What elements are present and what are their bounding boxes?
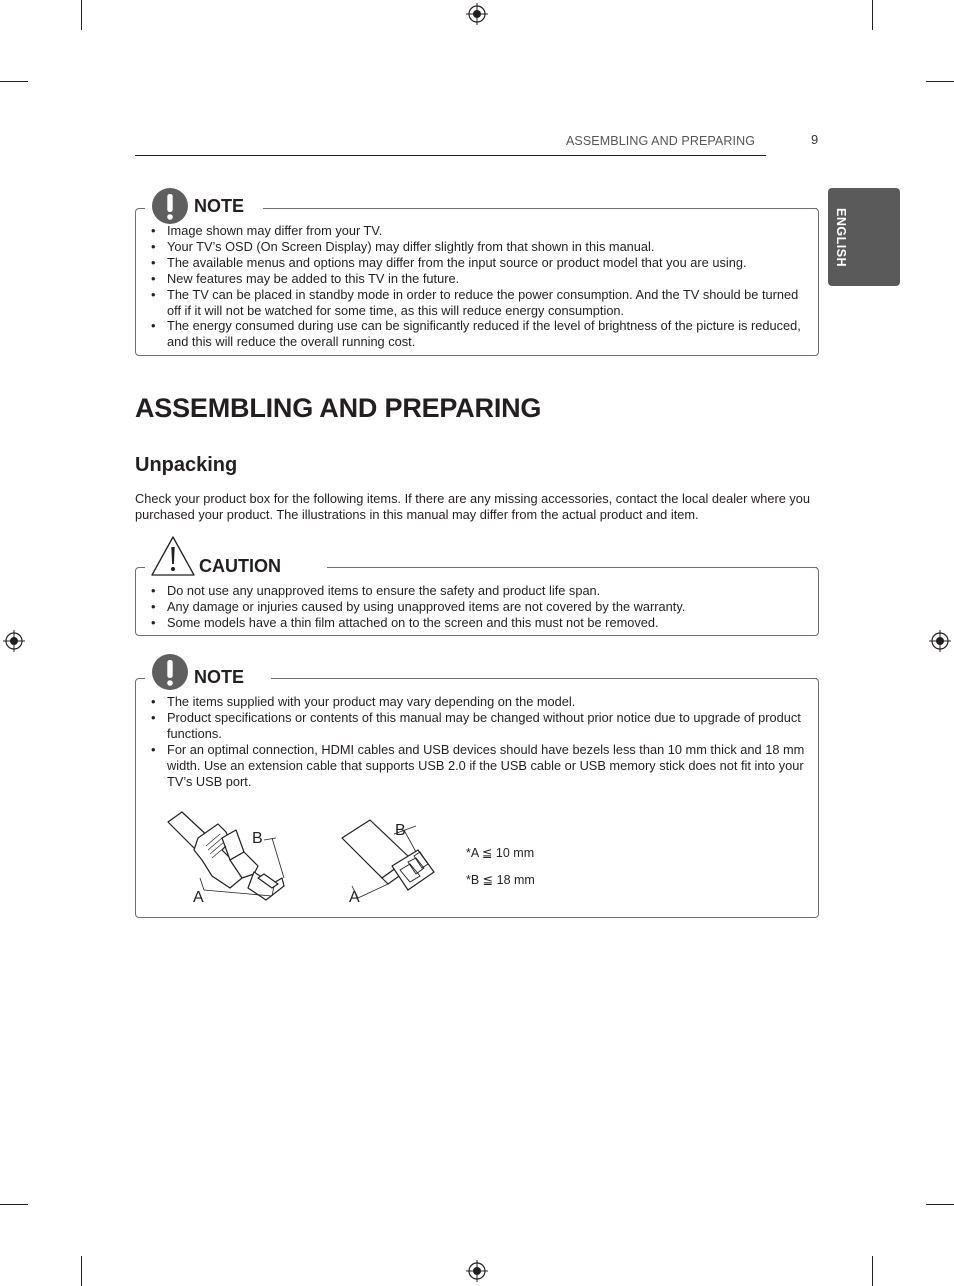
crop-mark	[872, 1256, 873, 1286]
list-item: • Some models have a thin film attached on to the screen and this must not be removed.	[136, 615, 806, 631]
crop-mark	[926, 81, 954, 82]
crop-mark	[926, 1204, 954, 1205]
list-item: • Image shown may differ from your TV.	[136, 223, 806, 239]
dimension-b-text: *B ≦ 18 mm	[466, 873, 535, 887]
registration-mark-icon	[466, 3, 488, 25]
exclamation-circle-icon	[151, 653, 189, 691]
note-list	[136, 694, 806, 789]
page-title: ASSEMBLING AND PREPARING	[135, 393, 542, 423]
registration-mark-icon	[3, 630, 25, 652]
list-item: • New features may be added to this TV in the future.	[136, 271, 806, 287]
dimension-a-text: *A ≦ 10 mm	[466, 846, 535, 860]
list-item: • Your TV’s OSD (On Screen Display) may differ slightly from that shown in this manual.	[136, 239, 806, 255]
crop-mark	[0, 81, 28, 82]
note-title: NOTE	[194, 667, 250, 688]
crop-mark	[872, 0, 873, 30]
crop-mark	[81, 1256, 82, 1286]
language-tab-label: ENGLISH	[834, 208, 848, 268]
crop-mark	[0, 1204, 28, 1205]
list-item: • Do not use any unapproved items to ensure the safety and product life span.	[136, 583, 806, 599]
hdmi-label-a: A	[193, 889, 204, 906]
list-item: • The items supplied with your product may vary depending on the model.	[136, 694, 806, 710]
crop-mark	[81, 0, 82, 30]
list-item: • Product specifications or contents of this manual may be changed without prior notice due to upgrade of product functions.	[136, 710, 806, 742]
exclamation-circle-icon	[151, 187, 189, 225]
header-rule	[135, 155, 766, 156]
usb-label-b: B	[395, 822, 406, 839]
hdmi-connector-illustration	[160, 808, 300, 908]
caution-title: CAUTION	[199, 556, 287, 577]
registration-mark-icon	[929, 630, 951, 652]
list-item: • For an optimal connection, HDMI cables and USB devices should have bezels less than 10 mm thick and 18 mm width. Use an extension cable that supports USB 2.0 if the USB cable or USB memory stick does not fit into your TV’s USB port.	[136, 742, 806, 790]
language-tab	[828, 188, 900, 286]
list-item: • The TV can be placed in standby mode in order to reduce the power consumption. And the TV should be turned off if it will not be watched for some time, as this will reduce energy consumption.	[136, 287, 806, 319]
note-box-top-rule	[264, 208, 817, 209]
caution-list	[136, 583, 806, 631]
page-number: 9	[811, 132, 819, 147]
running-header-title: ASSEMBLING AND PREPARING	[566, 134, 756, 148]
usb-label-a: A	[349, 889, 360, 906]
list-item: • The energy consumed during use can be significantly reduced if the level of brightness of the picture is reduced, and this will reduce the overall running cost.	[136, 318, 806, 350]
section-title: Unpacking	[135, 454, 238, 476]
note-title: NOTE	[194, 196, 250, 217]
warning-triangle-icon	[150, 535, 196, 577]
note-box-top-rule	[271, 678, 817, 679]
registration-mark-icon	[466, 1260, 488, 1282]
note-list	[136, 223, 806, 350]
list-item: • Any damage or injuries caused by using unapproved items are not covered by the warranty.	[136, 599, 806, 615]
hdmi-label-b: B	[252, 830, 263, 847]
list-item: • The available menus and options may differ from the input source or product model that you are using.	[136, 255, 806, 271]
intro-paragraph: Check your product box for the following items. If there are any missing accessories, contact the local dealer where you purchased your product. The illustrations in this manual may differ from the actual product and item.	[135, 491, 811, 522]
caution-box-top-rule	[328, 567, 817, 568]
